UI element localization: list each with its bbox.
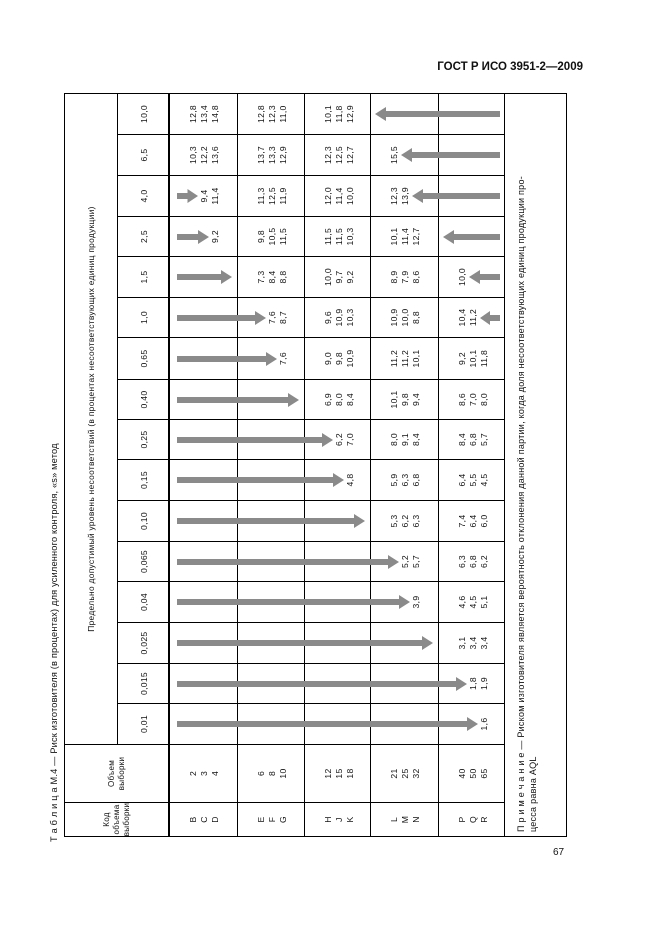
risk-value-cell [304,256,371,298]
risk-value: 5,7 [479,433,489,446]
risk-value: 11,5 [278,227,288,246]
risk-value: 9,6 [323,311,333,324]
risk-value-cell [438,622,505,664]
risk-value: 12,5 [334,146,344,164]
sample-code: R [479,816,489,823]
sample-code: H [323,816,333,823]
arrow-up-icon [469,270,500,286]
risk-value: 7,3 [256,270,266,284]
risk-value-cell [438,541,505,582]
risk-value: 9,0 [323,352,333,365]
risk-value-cell [438,419,505,460]
risk-value: 10,9 [334,308,344,327]
arrow-down-icon [177,595,410,611]
risk-value: 9,2 [457,352,467,365]
risk-value: 11,4 [334,187,344,205]
sample-code: F [267,816,277,823]
arrow-down-icon [177,351,277,367]
risk-value: 11,4 [400,227,410,246]
risk-value-cell [438,581,505,623]
risk-value-cell [370,379,439,420]
sample-size: 6 [256,770,266,777]
risk-value: 10,9 [389,308,399,327]
aql-value-header: 10,0 [117,93,170,135]
risk-value: 5,3 [389,514,399,528]
sample-code: B [188,816,198,823]
sample-code: C [199,816,209,823]
sample-size: 3 [199,770,209,777]
sample-size: 32 [411,768,421,779]
page-number: 67 [553,847,565,858]
risk-value: 11,4 [210,187,220,205]
sample-code-cell [304,802,371,837]
aql-value-header: 0,015 [117,663,170,704]
note-cell [504,93,567,837]
risk-value: 10,5 [267,227,277,246]
risk-value: 9,7 [334,270,344,284]
risk-value: 4,5 [468,595,478,609]
risk-value: 13,4 [199,105,209,123]
arrow-down-icon [177,636,433,652]
risk-value: 5,5 [468,473,478,487]
risk-value: 13,7 [256,146,266,164]
risk-value-cell [304,216,371,257]
risk-value: 8,7 [278,311,288,324]
code-header [64,802,170,837]
aql-value-header: 0,01 [117,703,170,745]
risk-value: 3,4 [479,636,489,650]
aql-value-header: 0,04 [117,581,170,623]
risk-value: 6,2 [334,433,344,446]
aql-value-header: 0,065 [117,541,170,582]
risk-value: 10,3 [188,146,198,164]
risk-value: 10,1 [389,227,399,246]
risk-value: 10,1 [411,349,421,368]
arrow-up-icon [375,107,500,123]
risk-value: 11,2 [468,308,478,327]
risk-value: 8,0 [334,393,344,406]
risk-value: 11,3 [256,187,266,205]
risk-value: 10,1 [389,390,399,409]
risk-value: 11,2 [389,349,399,368]
risk-value: 13,3 [267,146,277,164]
sample-code: K [345,816,355,823]
risk-value: 12,0 [323,187,333,205]
sample-code-cell [237,802,305,837]
risk-value-cell [438,379,505,420]
sample-code-cell [169,802,238,837]
risk-value: 9,8 [400,393,410,406]
arrow-up-icon [401,148,500,164]
risk-value: 6,3 [411,514,421,528]
risk-value: 8,6 [457,393,467,406]
rotated-table-block [46,90,538,850]
risk-value: 8,4 [345,393,355,406]
risk-value: 4,8 [345,473,355,487]
risk-value: 8,6 [411,270,421,284]
risk-value: 12,7 [411,227,421,246]
sample-size: 8 [267,770,277,777]
arrow-down-icon [177,270,232,286]
code-header-text: Код [102,812,111,827]
risk-value: 12,7 [345,146,355,164]
risk-value-cell [304,337,371,380]
header-divider [168,94,170,837]
risk-value: 9,8 [256,230,266,243]
sample-code: Q [468,816,478,823]
risk-value: 11,5 [323,227,333,246]
risk-value: 7,0 [345,433,355,446]
risk-value: 10,1 [323,105,333,123]
risk-value: 10,0 [400,308,410,327]
table-caption: Т а б л и ц а М.4 — Риск изготовителя (в процентах) для усиленного контроля, «s» метод [49,443,59,842]
risk-value: 9,4 [199,189,209,203]
risk-value: 13,6 [210,146,220,164]
risk-value-cell [370,419,439,460]
size-header-text: выборки [117,756,126,791]
risk-value: 1,9 [479,677,489,690]
sample-size-cell [304,744,371,803]
risk-value: 5,2 [400,555,410,568]
risk-value: 12,8 [256,105,266,123]
risk-value: 8,4 [411,433,421,446]
sample-code: P [457,816,467,823]
risk-value: 10,3 [345,308,355,327]
sample-code: E [256,816,266,823]
risk-value: 7,6 [267,311,277,324]
risk-value: 6,9 [323,393,333,406]
sample-code: N [411,816,421,823]
risk-value-cell [169,134,238,176]
sample-code-cell [370,802,439,837]
risk-value-cell [237,175,305,217]
risk-value: 6,8 [468,433,478,446]
code-header-text: объема [112,804,121,835]
risk-value: 6,8 [468,555,478,568]
arrow-down-icon [177,189,198,205]
aql-value-header: 0,025 [117,622,170,664]
aql-value-header: 2,5 [117,216,170,257]
sample-size: 15 [334,768,344,779]
aql-value-header: 4,0 [117,175,170,217]
sample-size-cell [438,744,505,803]
risk-value: 11,5 [334,227,344,246]
sample-size: 21 [389,768,399,779]
risk-value: 12,3 [267,105,277,123]
risk-value: 9,2 [210,230,220,243]
arrow-down-icon [177,514,365,530]
risk-value: 6,3 [400,473,410,487]
risk-value: 5,9 [389,473,399,487]
arrow-down-icon [177,310,266,326]
risk-value-cell [370,297,439,338]
risk-value: 12,8 [188,105,198,123]
risk-value: 10,0 [345,187,355,205]
aql-value-header: 0,25 [117,419,170,460]
risk-value: 4,6 [457,595,467,609]
risk-value: 7,6 [278,352,288,365]
table-note-line-1: П р и м е ч а н и е — Риском изготовителя является вероятность отклонения данной партии, когда доля несоответствующих единиц продукции про- [516,176,526,832]
risk-value: 15,5 [389,146,399,164]
sample-size: 18 [345,768,355,779]
risk-value: 4,5 [479,473,489,487]
risk-value: 8,9 [389,270,399,284]
sample-size: 40 [457,768,467,779]
risk-value: 6,4 [468,514,478,528]
risk-value-cell [438,337,505,380]
risk-value: 11,0 [278,105,288,123]
arrow-down-icon [177,229,209,245]
sample-code-cell [438,802,505,837]
risk-value-cell [438,500,505,542]
risk-value: 10,1 [468,349,478,368]
risk-value-cell [169,93,238,135]
sample-code: D [210,816,220,823]
risk-value: 7,9 [400,270,410,284]
sample-size: 10 [278,768,288,779]
aql-value-header: 0,65 [117,337,170,380]
risk-value: 11,8 [479,349,489,368]
risk-value-cell [304,175,371,217]
risk-value: 14,8 [210,105,220,123]
sample-size: 2 [188,770,198,777]
risk-value-cell [370,216,439,257]
risk-value: 11,2 [400,349,410,368]
table-note-line-2: цесса равна AQL [528,756,538,832]
aql-value-header: 0,40 [117,379,170,420]
risk-value: 3,9 [411,595,421,609]
risk-value: 6,2 [400,514,410,528]
risk-value: 13,9 [400,187,410,205]
risk-value-cell [304,134,371,176]
aql-value-header: 1,5 [117,256,170,298]
risk-value: 10,9 [345,349,355,368]
risk-value: 1,8 [468,677,478,690]
sample-code: G [278,816,288,823]
risk-value: 10,4 [457,308,467,327]
aql-value-header: 0,10 [117,500,170,542]
risk-value: 8,8 [411,311,421,324]
sample-size-cell [237,744,305,803]
risk-value: 12,9 [345,105,355,123]
risk-value: 3,1 [457,636,467,650]
arrow-down-icon [177,676,467,692]
risk-value: 8,4 [457,433,467,446]
arrow-up-icon [480,310,500,326]
risk-value: 7,0 [468,393,478,406]
size-header-text: Объем [107,760,116,787]
risk-value: 12,3 [323,146,333,164]
aql-value-header: 0,15 [117,459,170,501]
risk-value: 12,9 [278,146,288,164]
risk-value: 8,4 [267,270,277,284]
risk-value: 12,5 [267,187,277,205]
arrow-down-icon [177,432,333,448]
code-header-text: выборки [122,802,131,837]
risk-value: 6,4 [457,473,467,487]
risk-value: 9,2 [345,270,355,284]
sample-size: 50 [468,768,478,779]
sample-size: 12 [323,768,333,779]
sample-code: M [400,815,410,824]
risk-value: 7,4 [457,514,467,528]
risk-value: 5,7 [411,555,421,568]
aql-value-header: 1,0 [117,297,170,338]
arrow-down-icon [177,392,299,408]
sample-size-cell [169,744,238,803]
risk-value: 3,4 [468,636,478,650]
risk-value: 12,3 [389,187,399,205]
risk-value: 1,6 [479,717,489,731]
risk-value-cell [304,297,371,338]
risk-value: 6,2 [479,555,489,568]
sample-size: 4 [210,770,220,777]
risk-value: 12,2 [199,146,209,164]
arrow-down-icon [177,717,478,733]
arrow-down-icon [177,473,344,489]
risk-value: 10,0 [323,268,333,286]
arrow-down-icon [177,554,399,570]
risk-value-cell [370,337,439,380]
document-code: ГОСТ Р ИСО 3951-2—2009 [437,61,583,73]
risk-value: 8,0 [389,433,399,446]
risk-value: 10,3 [345,227,355,246]
risk-value-cell [237,256,305,298]
risk-value: 11,9 [278,187,288,205]
risk-value: 6,3 [457,555,467,568]
risk-value: 8,8 [278,270,288,284]
risk-value: 9,8 [334,352,344,365]
sample-code: L [389,816,399,823]
risk-value-cell [304,93,371,135]
risk-value-cell [370,500,439,542]
size-header [64,744,170,803]
arrow-up-icon [412,189,500,205]
sample-size-cell [370,744,439,803]
risk-value: 10,0 [457,268,467,286]
sample-size: 65 [479,768,489,779]
risk-value: 8,0 [479,393,489,406]
risk-value: 11,8 [334,105,344,123]
sample-size: 25 [400,768,410,779]
risk-value: 6,8 [411,473,421,487]
risk-value-cell [438,459,505,501]
risk-value: 9,1 [400,433,410,446]
risk-value: 6,0 [479,514,489,528]
risk-value: 5,1 [479,595,489,609]
risk-value-cell [237,93,305,135]
risk-value-cell [237,216,305,257]
risk-value-cell [237,134,305,176]
sample-code: J [334,817,344,822]
risk-value-cell [370,459,439,501]
aql-value-header: 6,5 [117,134,170,176]
arrow-up-icon [443,229,500,245]
aql-heading: Предельно допустимый уровень несоответствий (в процентах несоответствующих единиц продукции) [64,93,118,745]
risk-value-cell [304,379,371,420]
risk-value: 9,4 [411,393,421,406]
risk-value-cell [370,256,439,298]
